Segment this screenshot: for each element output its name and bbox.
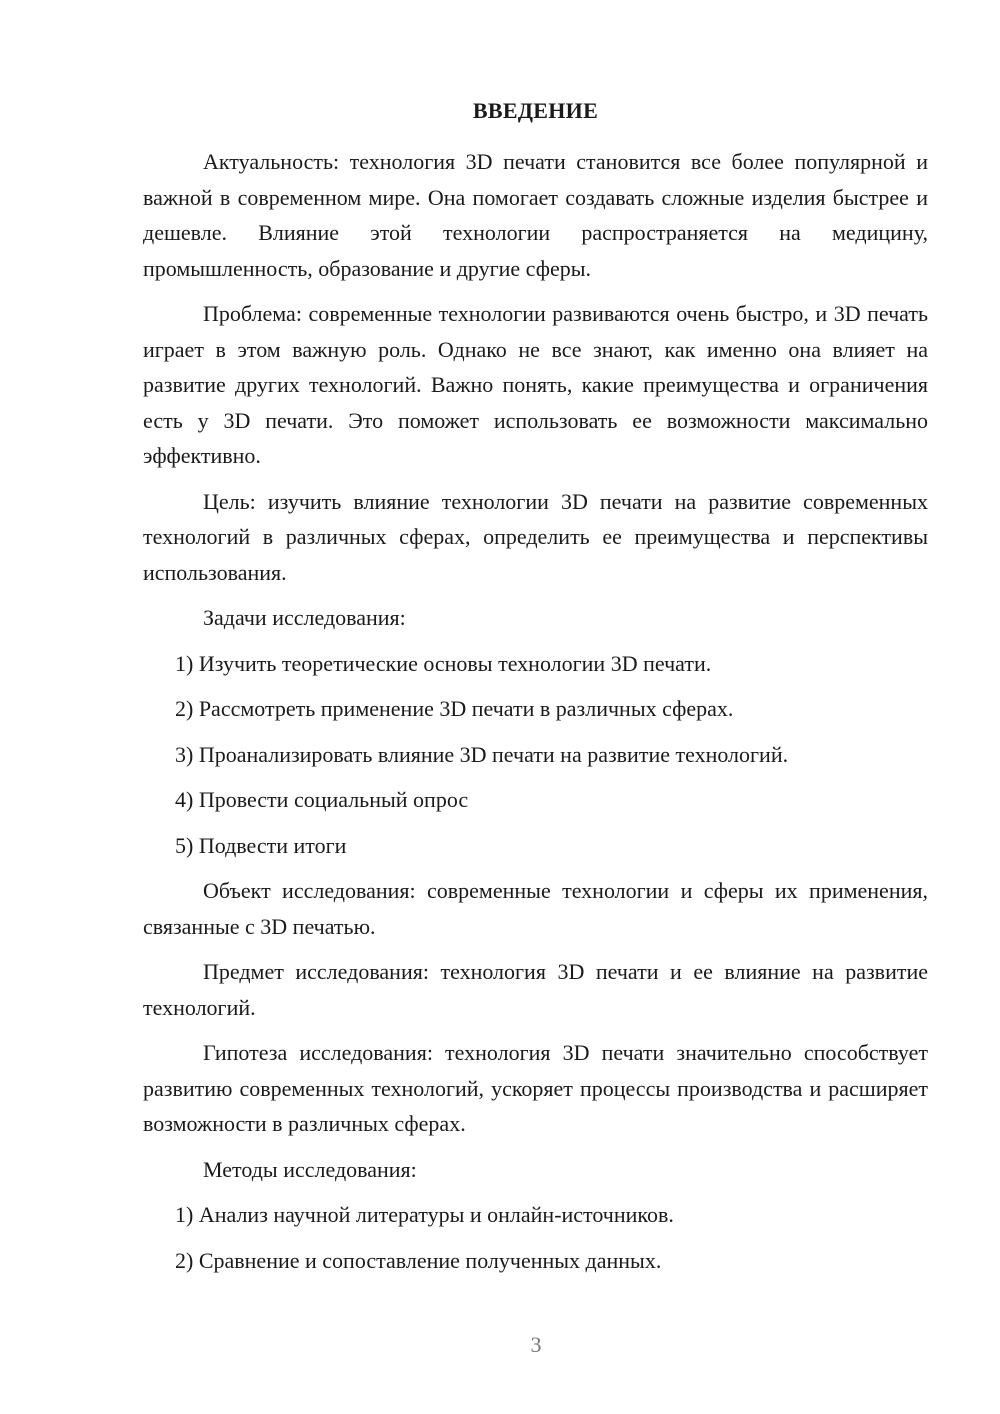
page-number: 3 <box>530 1332 542 1357</box>
tasks-label: Задачи исследования: <box>203 605 406 630</box>
methods-list <box>143 1197 928 1278</box>
paragraph-problem: Проблема: современные технологии развиваются очень быстро, и 3D печать играет в этом важную роль. Однако не все знают, как именно она влияет на развитие других технологий. Важно понять, какие преимущества и ограничения есть у 3D печати. Это поможет использовать ее возможности максимально эффективно. <box>143 301 928 468</box>
paragraph-goal: Цель: изучить влияние технологии 3D печати на развитие современных технологий в различных сферах, определить ее преимущества и перспективы использования. <box>143 488 928 585</box>
paragraph-relevance: Актуальность: технология 3D печати становится все более популярной и важной в современном мире. Она помогает создавать сложные изделия быстрее и дешевле. Влияние этой технологии распространяется на медицину, промышленность, образование и другие сферы. <box>143 149 928 281</box>
page-title: ВВЕДЕНИЕ <box>472 98 599 123</box>
list-item: 1) Изучить теоретические основы технологии 3D печати. <box>175 650 712 676</box>
document-page <box>143 96 928 1288</box>
tasks-list <box>143 646 928 864</box>
paragraph-subject: Предмет исследования: технология 3D печати и ее влияние на развитие технологий. <box>143 959 928 1020</box>
paragraph-hypothesis: Гипотеза исследования: технология 3D печати значительно способствует развитию современных технологий, ускоряет процессы производства и расширяет возможности в различных сферах. <box>143 1040 928 1136</box>
paragraph-object: Объект исследования: современные технологии и сферы их применения, связанные с 3D печатью. <box>143 878 928 939</box>
list-item: 3) Проанализировать влияние 3D печати на развитие технологий. <box>175 741 789 767</box>
list-item: 2) Рассмотреть применение 3D печати в различных сферах. <box>175 696 734 721</box>
list-item: 2) Сравнение и сопоставление полученных данных. <box>175 1247 662 1273</box>
list-item: 1) Анализ научной литературы и онлайн-источников. <box>175 1202 674 1227</box>
list-item: 5) Подвести итоги <box>175 832 347 858</box>
methods-label: Методы исследования: <box>203 1156 417 1182</box>
list-item: 4) Провести социальный опрос <box>175 787 469 812</box>
